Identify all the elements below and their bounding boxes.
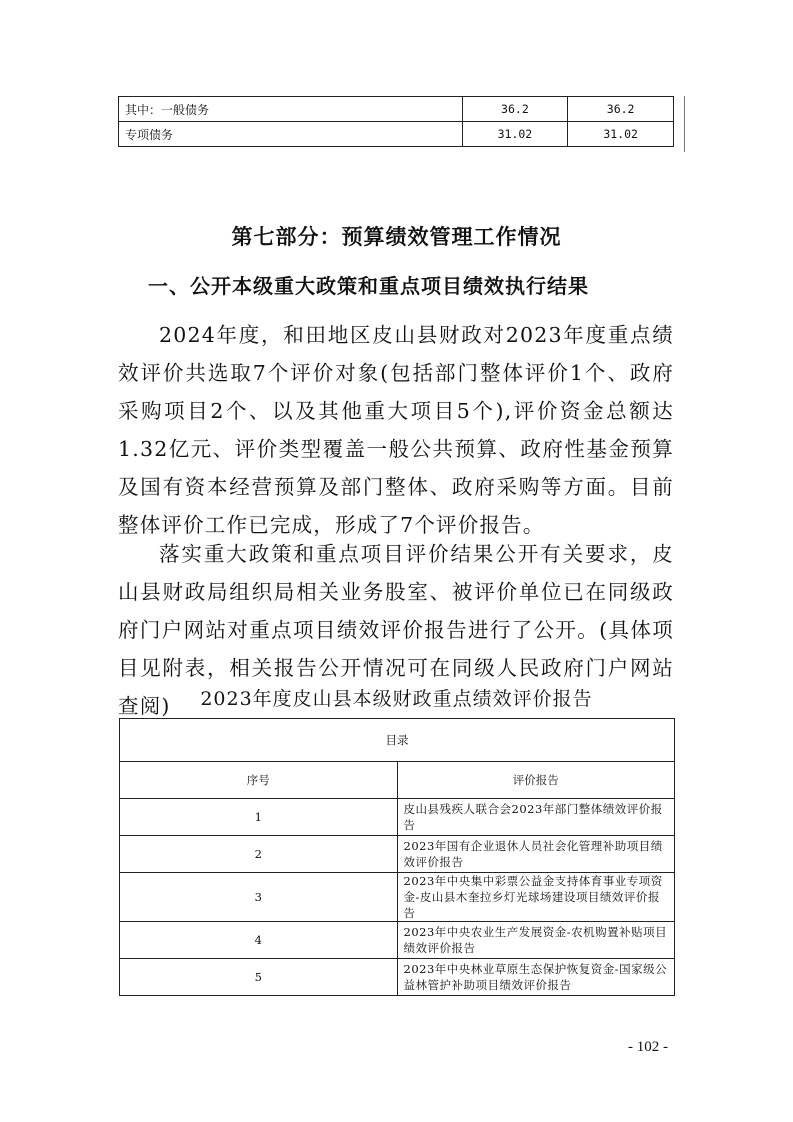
page-number: - 102 - [628,1039,668,1055]
table-row [120,873,675,922]
debt-row-value: 31.02 [462,122,568,147]
report-name: 2023年国有企业退休人员社会化管理补助项目绩效评价报告 [397,836,675,873]
table-caption: 2023年度皮山县本级财政重点绩效评价报告 [200,688,593,710]
body-paragraph: 2024年度，和田地区皮山县财政对2023年度重点绩效评价共选取7个评价对象(包括部门整体评价1个、政府采购项目2个、以及其他重大项目5个),评价资金总额达1.32亿元、评价类型覆盖一般公共预算、政府性基金预算及国有资本经营预算及部门整体、政府采购等方面。目前整体评价工作已完成，形成了7个评价报告。 [118,323,674,537]
body-paragraph: 落实重大政策和重点项目评价结果公开有关要求，皮山县财政局组织局相关业务股室、被评价单位已在同级政府门户网站对重点项目绩效评价报告进行了公开。(具体项目见附表，相关报告公开情况可在同级人民政府门户网站查阅) [118,542,674,718]
table-row [120,836,675,873]
debt-row-label: 其中：一般债务 [119,97,463,122]
debt-row-value: 36.2 [568,97,674,122]
report-name: 2023年中央林业草原生态保护恢复资金-国家级公益林管护补助项目绩效评价报告 [397,959,675,996]
table-title-row [120,719,675,762]
row-number: 4 [120,922,398,959]
table-row [119,122,674,147]
report-name: 皮山县残疾人联合会2023年部门整体绩效评价报告 [397,799,675,836]
column-header-report: 评价报告 [397,762,675,799]
report-name: 2023年中央集中彩票公益金支持体育事业专项资金-皮山县木奎拉乡灯光球场建设项目绩效评价报告 [397,873,675,922]
table-title: 目录 [120,719,675,762]
debt-row-value: 31.02 [568,122,674,147]
debt-row-value: 36.2 [462,97,568,122]
row-number: 1 [120,799,398,836]
table-row [120,959,675,996]
table-row [119,97,674,122]
table-row [120,922,675,959]
row-number: 3 [120,873,398,922]
column-header-number: 序号 [120,762,398,799]
row-number: 5 [120,959,398,996]
debt-row-label: 专项债务 [119,122,463,147]
table-header-row [120,762,675,799]
sub-title: 一、公开本级重大政策和重点项目绩效执行结果 [148,274,589,298]
section-title: 第七部分：预算绩效管理工作情况 [231,225,562,249]
scan-edge-line [684,96,685,152]
report-catalog-table [119,718,675,996]
table-row [120,799,675,836]
row-number: 2 [120,836,398,873]
report-name: 2023年中央农业生产发展资金-农机购置补贴项目绩效评价报告 [397,922,675,959]
debt-table [118,96,674,147]
